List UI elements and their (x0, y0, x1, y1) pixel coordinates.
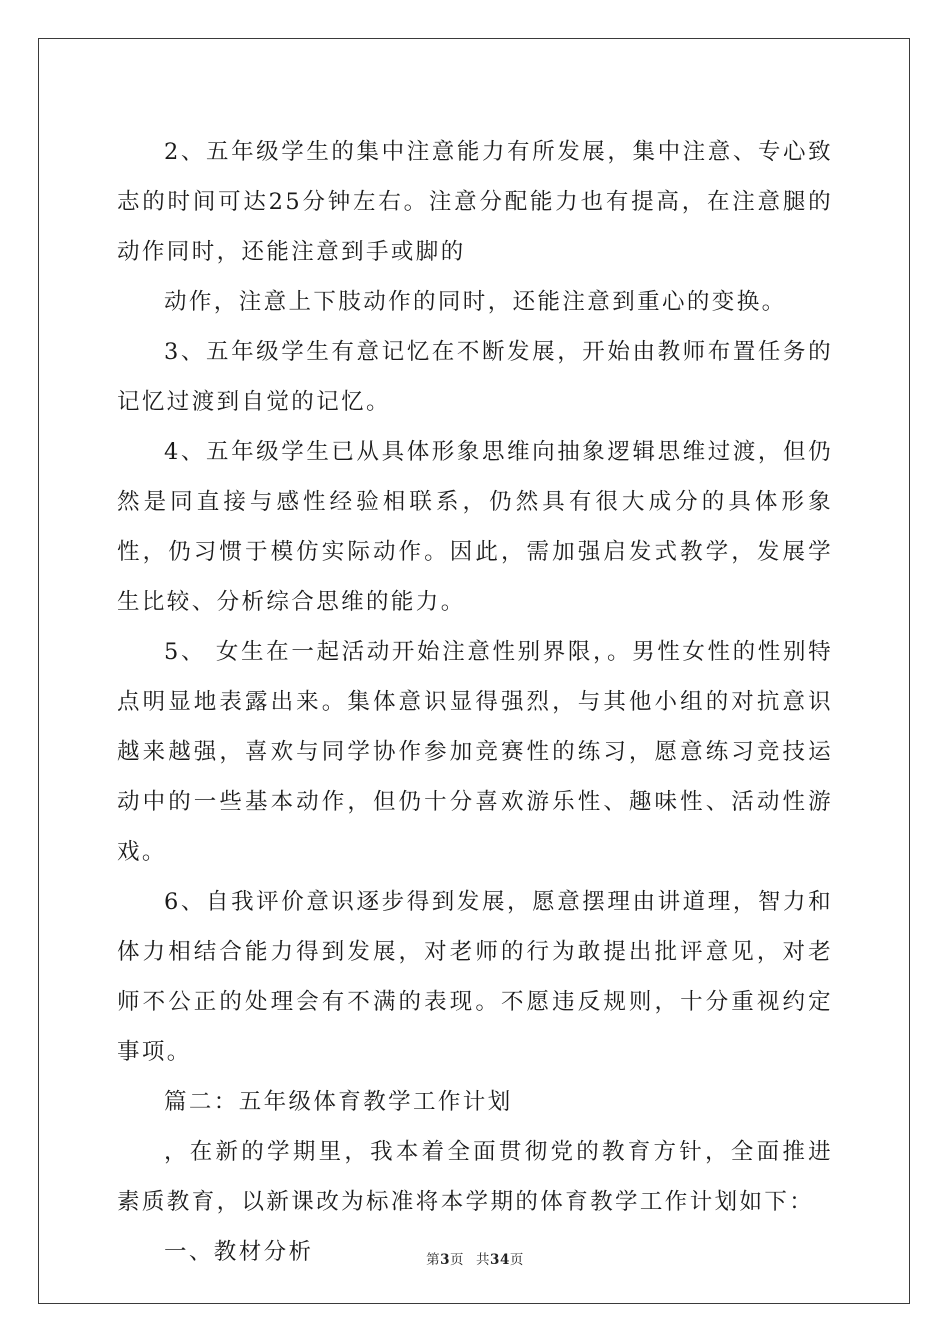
page-number: 3 (440, 1252, 451, 1268)
intro-paragraph: ，在新的学期里，我本着全面贯彻党的教育方针，全面推进素质教育，以新课改为标准将本学期的体育教学工作计划如下： (117, 1139, 833, 1215)
paragraph-item-5: 5、 女生在一起活动开始注意性别界限，。男性女性的性别特点明显地表露出来。集体意识显得强烈，与其他小组的对抗意识越来越强，喜欢与同学协作参加竞赛性的练习，愿意练习竞技运动中的一些基本动作，但仍十分喜欢游乐性、趣味性、活动性游戏。 (117, 639, 833, 865)
paragraph-item-3: 3、五年级学生有意记忆在不断发展，开始由教师布置任务的记忆过渡到自觉的记忆。 (117, 339, 833, 415)
paragraph-item-6: 6、自我评价意识逐步得到发展，愿意摆理由讲道理，智力和体力相结合能力得到发展，对老师的行为敢提出批评意见，对老师不公正的处理会有不满的表现。不愿违反规则，十分重视约定事项。 (117, 889, 833, 1065)
section-title: 篇二：五年级体育教学工作计划 (164, 1089, 513, 1115)
page-footer (0, 1248, 950, 1268)
subsection-heading: 一、教材分析 (164, 1239, 314, 1265)
total-pages: 34 (490, 1252, 510, 1268)
paragraph-item-2: 2、五年级学生的集中注意能力有所发展，集中注意、专心致志的时间可达25分钟左右。注意分配能力也有提高，在注意腿的动作同时，还能注意到手或脚的 (117, 139, 833, 265)
page-prefix: 第 (426, 1252, 441, 1268)
paragraph-item-4: 4、五年级学生已从具体形象思维向抽象逻辑思维过渡，但仍然是同直接与感性经验相联系，仍然具有很大成分的具体形象性，仍习惯于模仿实际动作。因此，需加强启发式教学，发展学生比较、分析综合思维的能力。 (117, 439, 833, 615)
page-suffix: 页 (450, 1252, 465, 1268)
paragraph-continuation: 动作，注意上下肢动作的同时，还能注意到重心的变换。 (164, 289, 787, 315)
document-body (117, 127, 833, 1277)
total-suffix: 页 (509, 1252, 524, 1268)
total-prefix: 共 (476, 1252, 491, 1268)
